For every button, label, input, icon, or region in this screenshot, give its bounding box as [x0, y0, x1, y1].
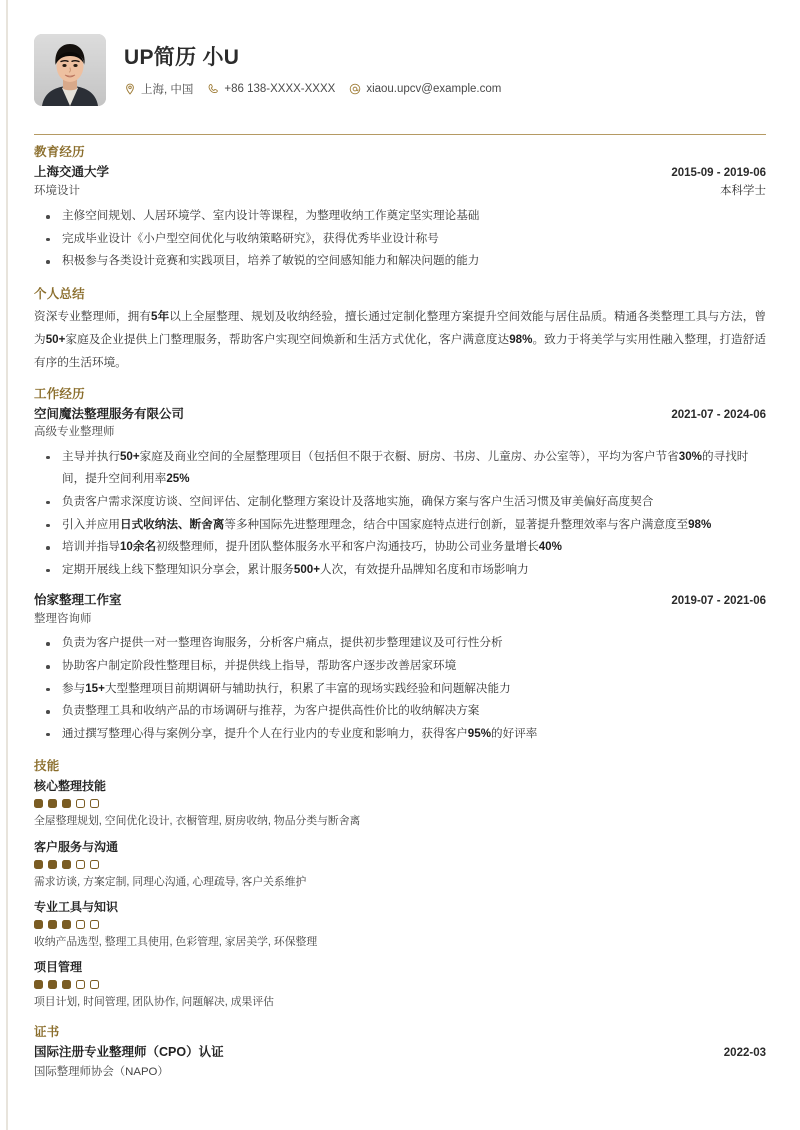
highlight-text: 40%	[538, 540, 562, 554]
rating-dot-filled	[34, 860, 43, 869]
rating-dot-filled	[48, 980, 57, 989]
contact-location-text: 上海, 中国	[141, 83, 194, 96]
skill-name: 核心整理技能	[34, 779, 107, 794]
rating-dot-empty	[90, 980, 99, 989]
section-divider-education	[34, 134, 766, 135]
plain-text: 等多种国际先进整理理念，结合中国家庭特点进行创新，显著提升整理效率与客户满意度至	[224, 517, 689, 531]
bullet-item	[34, 655, 766, 678]
work-entry	[34, 591, 766, 745]
bullet-item	[34, 723, 766, 746]
school-name: 上海交通大学	[34, 165, 110, 179]
plain-text: 负责为客户提供一对一整理咨询服务，分析客户痛点，提供初步整理建议及可行性分析	[62, 636, 503, 650]
section-title-education: 教育经历	[34, 145, 85, 159]
certificate-name: 国际注册专业整理师（CPO）认证	[34, 1045, 224, 1060]
major-name: 环境设计	[34, 185, 80, 198]
location-pin-icon	[124, 83, 136, 95]
contact-email	[349, 83, 501, 95]
section-certificates	[24, 1022, 776, 1078]
bullet-item	[34, 678, 766, 701]
highlight-text: 25%	[166, 472, 190, 486]
skill-item	[34, 777, 766, 829]
rating-dot-filled	[62, 920, 71, 929]
bullet-item	[34, 536, 766, 559]
skill-keywords: 需求访谈, 方案定制, 同理心沟通, 心理疏导, 客户关系维护	[34, 875, 307, 888]
plain-text: 家庭及企业提供上门整理服务，帮助客户实现空间焕新和生活方式优化，客户满意度达	[65, 333, 510, 347]
highlight-text: 50+	[45, 333, 66, 347]
bullet-item	[34, 491, 766, 514]
highlight-text: 500+	[293, 562, 321, 576]
rating-dot-filled	[34, 980, 43, 989]
highlight-text: 15+	[85, 681, 105, 695]
highlight-text: 30%	[678, 449, 702, 463]
plain-text: 的好评率	[491, 726, 538, 740]
plain-text: 大型整理项目前期调研与辅助执行，积累了丰富的现场实践经验和问题解决能力	[104, 681, 511, 695]
plain-text: 通过撰写整理心得与案例分享，提升个人在行业内的专业度和影响力，获得客户	[62, 726, 468, 740]
highlight-text: 50+	[119, 449, 140, 463]
rating-dot-empty	[76, 860, 85, 869]
certificate-list	[34, 1043, 766, 1078]
skill-list	[34, 777, 766, 1010]
resume-header	[24, 0, 776, 128]
highlight-text: 日式收纳法、断舍离	[119, 517, 225, 531]
highlight-text: 95%	[467, 726, 492, 740]
company-name: 怡家整理工作室	[34, 593, 122, 608]
bullet-item: 积极参与各类设计竞赛和实践项目，培养了敏锐的空间感知能力和解决问题的能力	[34, 250, 766, 273]
company-name: 空间魔法整理服务有限公司	[34, 406, 185, 421]
skill-item	[34, 838, 766, 890]
section-title-certificates: 证书	[34, 1025, 60, 1040]
contact-location	[124, 81, 193, 97]
work-entry	[34, 405, 766, 582]
section-title-work: 工作经历	[34, 386, 85, 401]
skill-item	[34, 898, 766, 950]
education-entry	[34, 163, 766, 273]
entry-header-row	[34, 163, 766, 182]
bullet-item	[34, 514, 766, 537]
rating-dot-empty	[76, 980, 85, 989]
plain-text: 定期开展线上线下整理知识分享会，累计服务	[62, 562, 294, 576]
date-range: 2021-07 - 2024-06	[671, 408, 766, 421]
section-title-summary: 个人总结	[34, 286, 85, 301]
date-range: 2019-07 - 2021-06	[671, 595, 766, 608]
work-entry-list	[34, 405, 766, 746]
plain-text: 负责客户需求深度访谈、空间评估、定制化整理方案设计及落地实施，确保方案与客户生活习惯及审美偏好高度契合	[62, 494, 654, 508]
contact-phone	[207, 83, 335, 95]
section-education	[24, 142, 776, 273]
plain-text: 引入并应用	[62, 517, 120, 531]
plain-text: 主导并执行	[62, 449, 120, 463]
bullet-list	[34, 446, 766, 582]
bullet-item	[34, 700, 766, 723]
bullet-item	[34, 559, 766, 582]
plain-text: 以上全屋整理、规划及收纳经验，擅长通过定制化整理方案提升空间效能与居住品质。精通各类整理工具与方法，曾为	[34, 309, 766, 347]
entry-header-row	[34, 591, 766, 610]
plain-text: 家庭及商业空间的全屋整理项目（包括但不限于衣橱、厨房、书房、儿童房、办公室等），平均为客户节省	[139, 449, 679, 463]
plain-text: 资深专业整理师，拥有	[34, 309, 152, 323]
highlight-text: 98%	[688, 517, 712, 531]
plain-text: 人次，有效提升品牌知名度和市场影响力	[320, 562, 529, 576]
skill-item	[34, 958, 766, 1010]
degree-label: 本科学士	[720, 185, 766, 198]
bullet-item: 主修空间规划、人居环境学、室内设计等课程，为整理收纳工作奠定坚实理论基础	[34, 205, 766, 228]
rating-dot-empty	[90, 799, 99, 808]
rating-dot-empty	[76, 920, 85, 929]
rating-dot-empty	[90, 860, 99, 869]
highlight-text: 5年	[151, 309, 170, 323]
skill-name: 客户服务与沟通	[34, 839, 119, 854]
avatar	[34, 34, 106, 106]
certificate-date: 2022-03	[723, 1047, 766, 1060]
section-summary	[24, 284, 776, 375]
bullet-item	[34, 446, 766, 491]
skill-keywords: 收纳产品选型, 整理工具使用, 色彩管理, 家居美学, 环保整理	[34, 935, 318, 948]
job-title: 整理咨询师	[34, 612, 92, 625]
section-skills	[24, 756, 776, 1010]
skill-rating	[34, 920, 766, 929]
identity-block	[124, 43, 501, 96]
rating-dot-filled	[34, 920, 43, 929]
plain-text: 的寻找时间，提升空间利用率	[62, 449, 749, 486]
bullet-list	[34, 205, 766, 273]
rating-dot-filled	[62, 980, 71, 989]
rating-dot-empty	[76, 799, 85, 808]
rating-dot-filled	[48, 920, 57, 929]
contact-list	[124, 81, 501, 97]
section-title-skills: 技能	[34, 759, 60, 774]
page-title: UP简历 小U	[124, 46, 240, 70]
plain-text: 培训并指导	[62, 540, 120, 554]
highlight-text: 98%	[509, 333, 533, 347]
rating-dot-filled	[62, 799, 71, 808]
skill-name: 专业工具与知识	[34, 899, 119, 914]
bullet-item: 完成毕业设计《小户型空间优化与收纳策略研究》，获得优秀毕业设计称号	[34, 228, 766, 251]
job-title: 高级专业整理师	[34, 425, 115, 438]
highlight-text: 10余名	[119, 540, 157, 554]
rating-dot-filled	[62, 860, 71, 869]
plain-text: 负责整理工具和收纳产品的市场调研与推荐，为客户提供高性价比的收纳解决方案	[62, 704, 480, 718]
skill-rating	[34, 799, 766, 808]
plain-text: 初级整理师，提升团队整体服务水平和客户沟通技巧，协助公司业务量增长	[156, 540, 539, 554]
plain-text: 。致力于将美学与实用性融入整理，打造舒适有序的生活环境。	[34, 333, 766, 370]
entry-header-row	[34, 1043, 766, 1062]
rating-dot-filled	[48, 799, 57, 808]
skill-name: 项目管理	[34, 960, 83, 974]
certificate-entry	[34, 1043, 766, 1078]
bullet-list	[34, 632, 766, 745]
contact-phone-text: +86 138-XXXX-XXXX	[224, 82, 336, 95]
phone-icon	[207, 83, 219, 95]
rating-dot-filled	[48, 860, 57, 869]
email-at-icon	[349, 83, 361, 95]
entry-subheader-row	[34, 182, 766, 201]
skill-rating	[34, 980, 766, 989]
rating-dot-empty	[90, 920, 99, 929]
section-work	[24, 384, 776, 746]
summary-text	[34, 305, 766, 375]
plain-text: 协助客户制定阶段性整理目标，并提供线上指导，帮助客户逐步改善居家环境	[62, 659, 457, 673]
rating-dot-filled	[34, 799, 43, 808]
date-range: 2015-09 - 2019-06	[671, 167, 766, 179]
bullet-item	[34, 632, 766, 655]
entry-header-row	[34, 405, 766, 424]
skill-rating	[34, 860, 766, 869]
skill-keywords: 全屋整理规划, 空间优化设计, 衣橱管理, 厨房收纳, 物品分类与断舍离	[34, 815, 361, 828]
skill-keywords: 项目计划, 时间管理, 团队协作, 问题解决, 成果评估	[34, 996, 274, 1008]
plain-text: 参与	[62, 681, 86, 695]
certificate-issuer: 国际整理师协会（NAPO）	[34, 1065, 169, 1078]
education-entry-list	[34, 163, 766, 273]
contact-email-text: xiaou.upcv@example.com	[366, 82, 502, 95]
